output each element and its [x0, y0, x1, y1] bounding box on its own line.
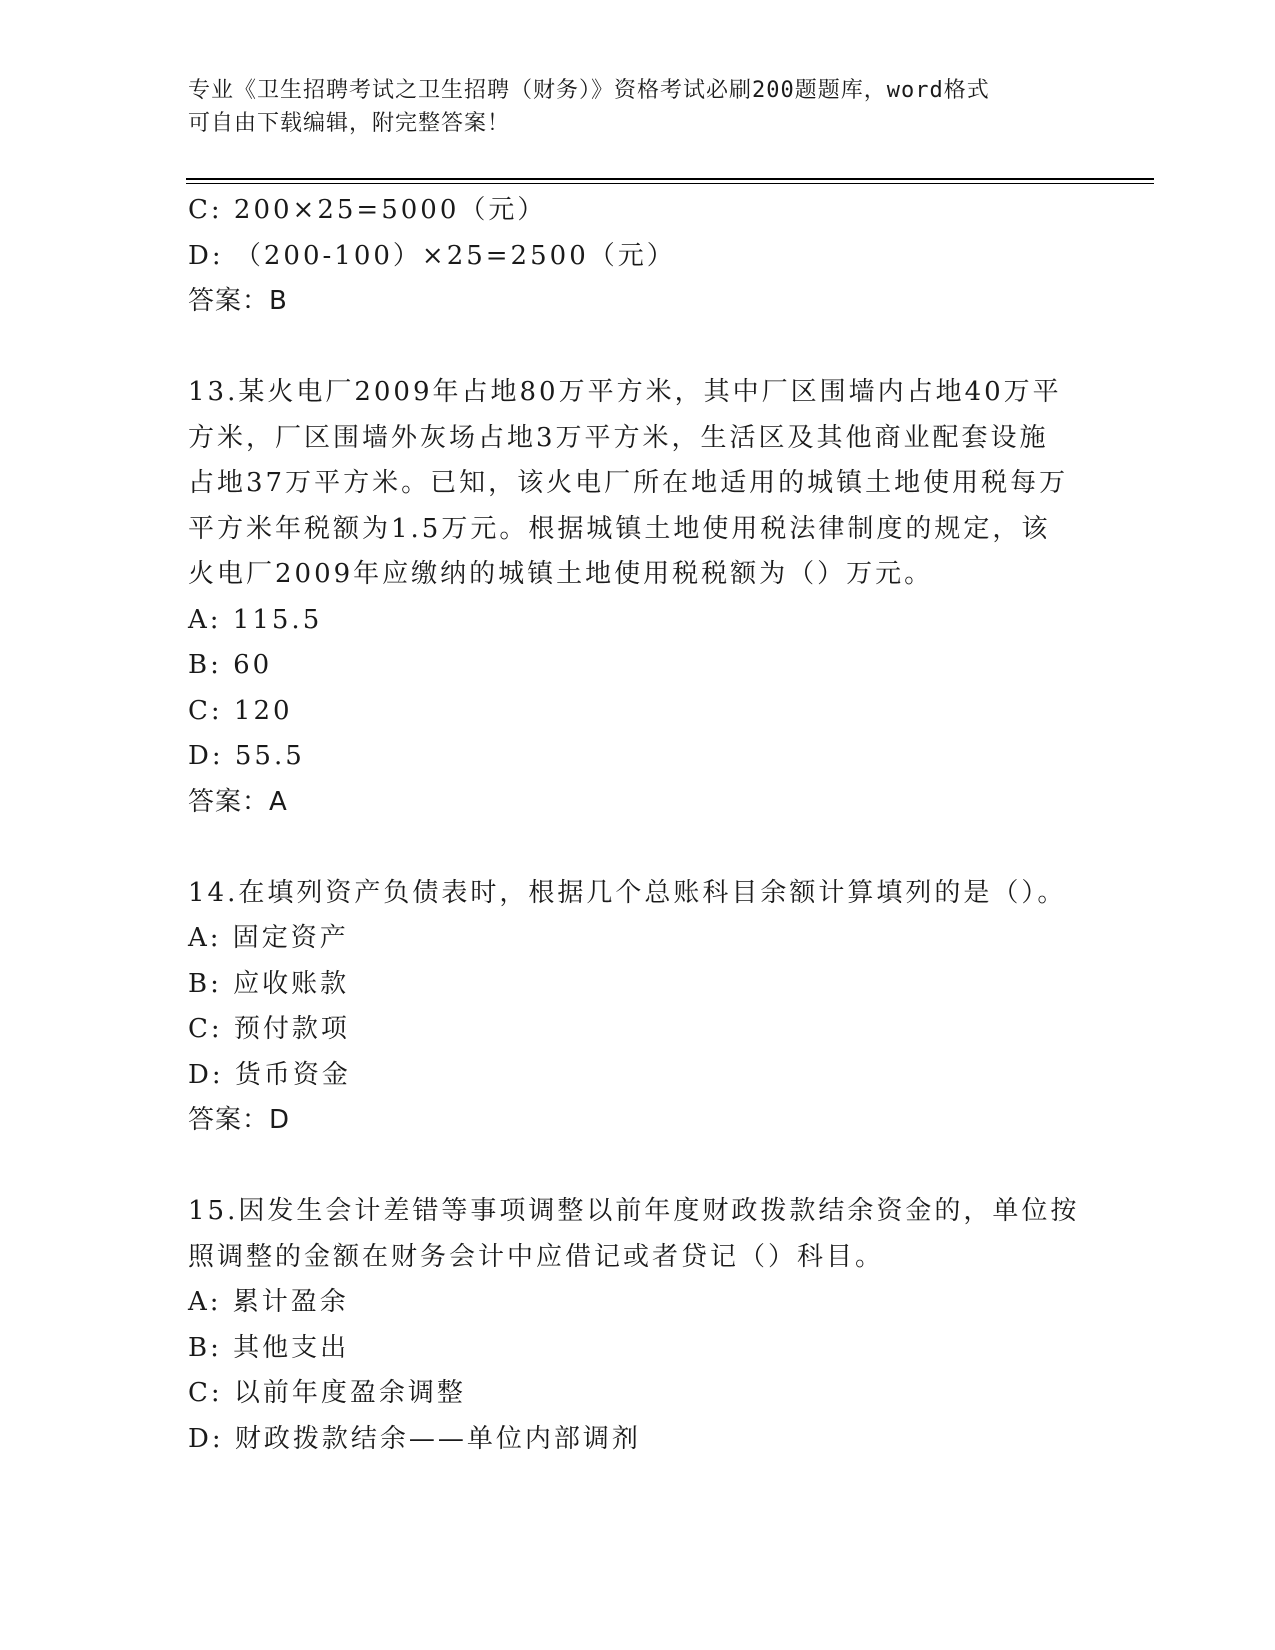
question-14-answer: 答案：D: [188, 1105, 291, 1135]
question-14-option-b: B: 应收账款: [188, 968, 350, 999]
question-13-stem-line: 火电厂2009年应缴纳的城镇土地使用税税额为（）万元。: [188, 559, 934, 589]
header-line-2: 可自由下载编辑，附完整答案！: [188, 111, 511, 136]
question-13-stem-line: 占地37万平方米。已知，该火电厂所在地适用的城镇土地使用税每万: [188, 468, 1069, 498]
question-13-answer: 答案：A: [188, 786, 288, 817]
question-13-stem-line: 平方米年税额为1.5万元。根据城镇土地使用税法律制度的规定，该: [188, 513, 1051, 544]
question-13-stem-line: 方米，厂区围墙外灰场占地3万平方米，生活区及其他商业配套设施: [188, 422, 1049, 453]
question-15-option-a: A: 累计盈余: [188, 1287, 349, 1317]
document-header: [188, 74, 1068, 140]
header-divider-thick: [186, 178, 1154, 180]
question-15: [188, 1189, 1088, 1462]
question-14-option-d: D: 货币资金: [188, 1059, 351, 1090]
question-14-stem-line: 14.在填列资产负债表时，根据几个总账科目余额计算填列的是（）。: [188, 877, 1067, 908]
question-12-tail: [188, 188, 1088, 325]
question-12-option-d: D: （200-100）×25=2500（元）: [188, 240, 676, 271]
question-13-option-d: D: 55.5: [188, 741, 305, 771]
question-15-option-b: B: 其他支出: [188, 1332, 350, 1363]
question-15-stem-line: 照调整的金额在财务会计中应借记或者贷记（）科目。: [188, 1241, 885, 1272]
question-13-option-b: B: 60: [188, 650, 273, 680]
spacer: [188, 1144, 1088, 1190]
question-12-option-c: C: 200×25=5000（元）: [188, 195, 547, 225]
spacer: [188, 325, 1088, 371]
header-divider-thin: [186, 183, 1154, 184]
spacer: [188, 825, 1088, 871]
question-13: [188, 370, 1088, 825]
question-13-option-c: C: 120: [188, 695, 293, 726]
header-line-1: 专业《卫生招聘考试之卫生招聘（财务）》资格考试必刷200题题库，word格式: [188, 78, 990, 103]
question-13-option-a: A: 115.5: [188, 604, 323, 635]
question-14: [188, 871, 1088, 1144]
question-12-answer: 答案：B: [188, 286, 288, 316]
question-14-option-a: A: 固定资产: [188, 923, 349, 953]
question-14-option-c: C: 预付款项: [188, 1014, 350, 1044]
question-13-stem-line: 13.某火电厂2009年占地80万平方米，其中厂区围墙内占地40万平: [188, 377, 1062, 407]
question-content: [188, 188, 1088, 1462]
question-15-option-c: C: 以前年度盈余调整: [188, 1378, 466, 1408]
question-15-option-d: D: 财政拨款结余——单位内部调剂: [188, 1423, 641, 1454]
question-15-stem-line: 15.因发生会计差错等事项调整以前年度财政拨款结余资金的，单位按: [188, 1196, 1080, 1226]
